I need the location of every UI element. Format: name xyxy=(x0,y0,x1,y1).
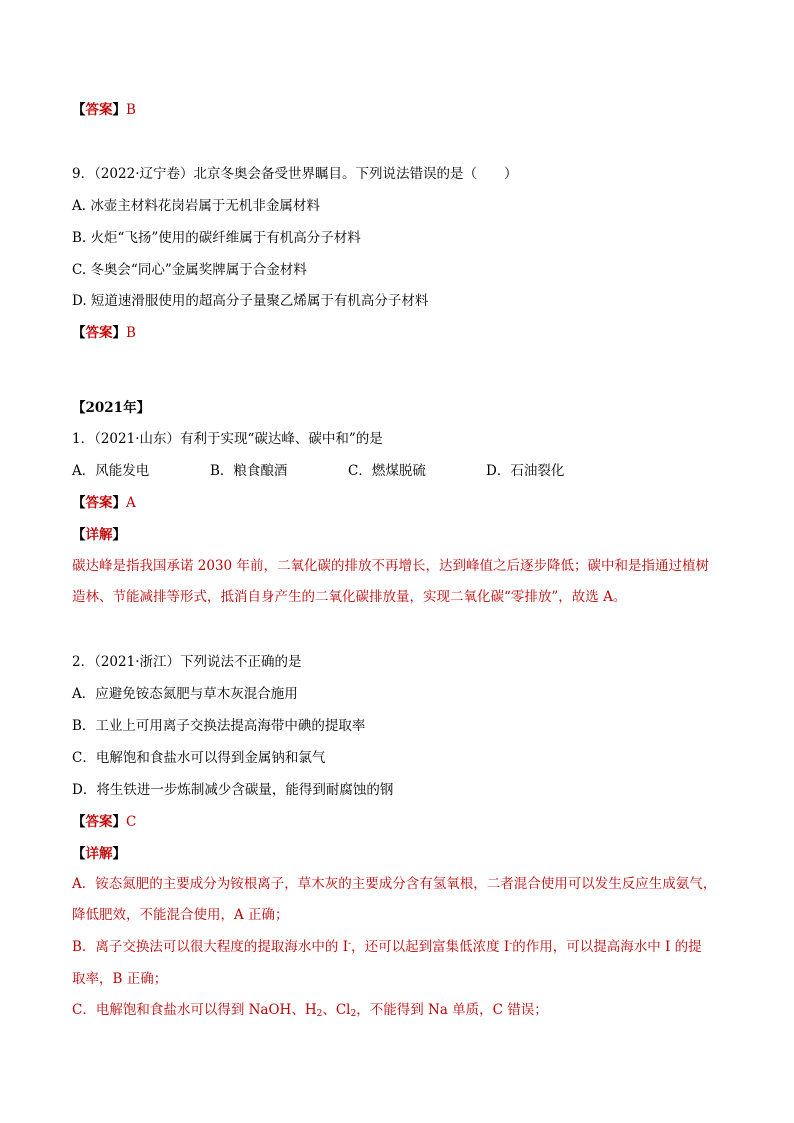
answer-label: 答案 xyxy=(85,325,113,341)
detail-heading: 【详解】 xyxy=(72,527,126,543)
option-d: D．石油裂化 xyxy=(486,463,565,479)
detail-line: B．离子交换法可以很大程度的提取海水中的 I-，还可以起到富集低浓度 I-的作用，可以提高海水中 I 的提 xyxy=(72,939,702,955)
detail-label: 详解 xyxy=(85,846,113,862)
option-b: B．粮食酿酒 xyxy=(210,463,288,479)
answer-value: A xyxy=(126,495,136,511)
answer-value: B xyxy=(126,102,136,118)
detail-line: 造林、节能减排等形式，抵消自身产生的二氧化碳排放量，实现二氧化碳“零排放”，故选 A。 xyxy=(72,589,627,605)
answer-label: 答案 xyxy=(85,495,113,511)
option-b: B．工业上可用离子交换法提高海带中碘的提取率 xyxy=(72,718,366,734)
question-stem: 9．（2022·辽宁卷）北京冬奥会备受世界瞩目。下列说法错误的是（ ） xyxy=(72,166,518,182)
answer-value: B xyxy=(126,325,136,341)
answer-value: C xyxy=(126,814,137,830)
option-c: C．电解饱和食盐水可以得到金属钠和氯气 xyxy=(72,750,326,766)
detail-heading: 【详解】 xyxy=(72,846,126,862)
option-d: D. 短道速滑服使用的超高分子量聚乙烯属于有机高分子材料 xyxy=(72,293,429,309)
option-c: C. 冬奥会“同心”金属奖牌属于合金材料 xyxy=(72,262,307,278)
detail-label: 详解 xyxy=(85,527,113,543)
question-stem: 1．（2021·山东）有利于实现“碳达峰、碳中和”的是 xyxy=(72,431,383,447)
answer-label: 答案 xyxy=(85,814,113,830)
detail-line: A．铵态氮肥的主要成分为铵根离子，草木灰的主要成分含有氢氧根，二者混合使用可以发生反应生成氨气， xyxy=(72,876,717,892)
option-c: C．燃煤脱硫 xyxy=(348,463,426,479)
answer-line: 【答案】B xyxy=(72,325,136,341)
detail-line: 碳达峰是指我国承诺 2030 年前，二氧化碳的排放不再增长，达到峰值之后逐步降低；碳中和是指通过植树 xyxy=(72,558,709,574)
detail-line: 取率，B 正确； xyxy=(72,971,168,987)
option-b: B. 火炬“飞扬”使用的碳纤维属于有机高分子材料 xyxy=(72,230,361,246)
option-a: A．风能发电 xyxy=(72,463,150,479)
answer-line: 【答案】A xyxy=(72,495,136,511)
option-a: A．应避免铵态氮肥与草木灰混合施用 xyxy=(72,686,298,702)
answer-label: 答案 xyxy=(85,102,113,118)
detail-line: 降低肥效，不能混合使用，A 正确； xyxy=(72,907,289,923)
option-a: A. 冰壶主材料花岗岩属于无机非金属材料 xyxy=(72,198,320,214)
option-d: D．将生铁进一步炼制减少含碳量，能得到耐腐蚀的钢 xyxy=(72,782,394,798)
section-heading: 【2021年】 xyxy=(72,400,151,416)
answer-line: 【答案】B xyxy=(72,102,136,118)
question-stem: 2．（2021·浙江）下列说法不正确的是 xyxy=(72,654,302,670)
answer-line: 【答案】C xyxy=(72,814,137,830)
detail-line: C．电解饱和食盐水可以得到 NaOH、$H_2$、$Cl_2$，不能得到 Na 单质，C 错误； xyxy=(72,1002,548,1019)
